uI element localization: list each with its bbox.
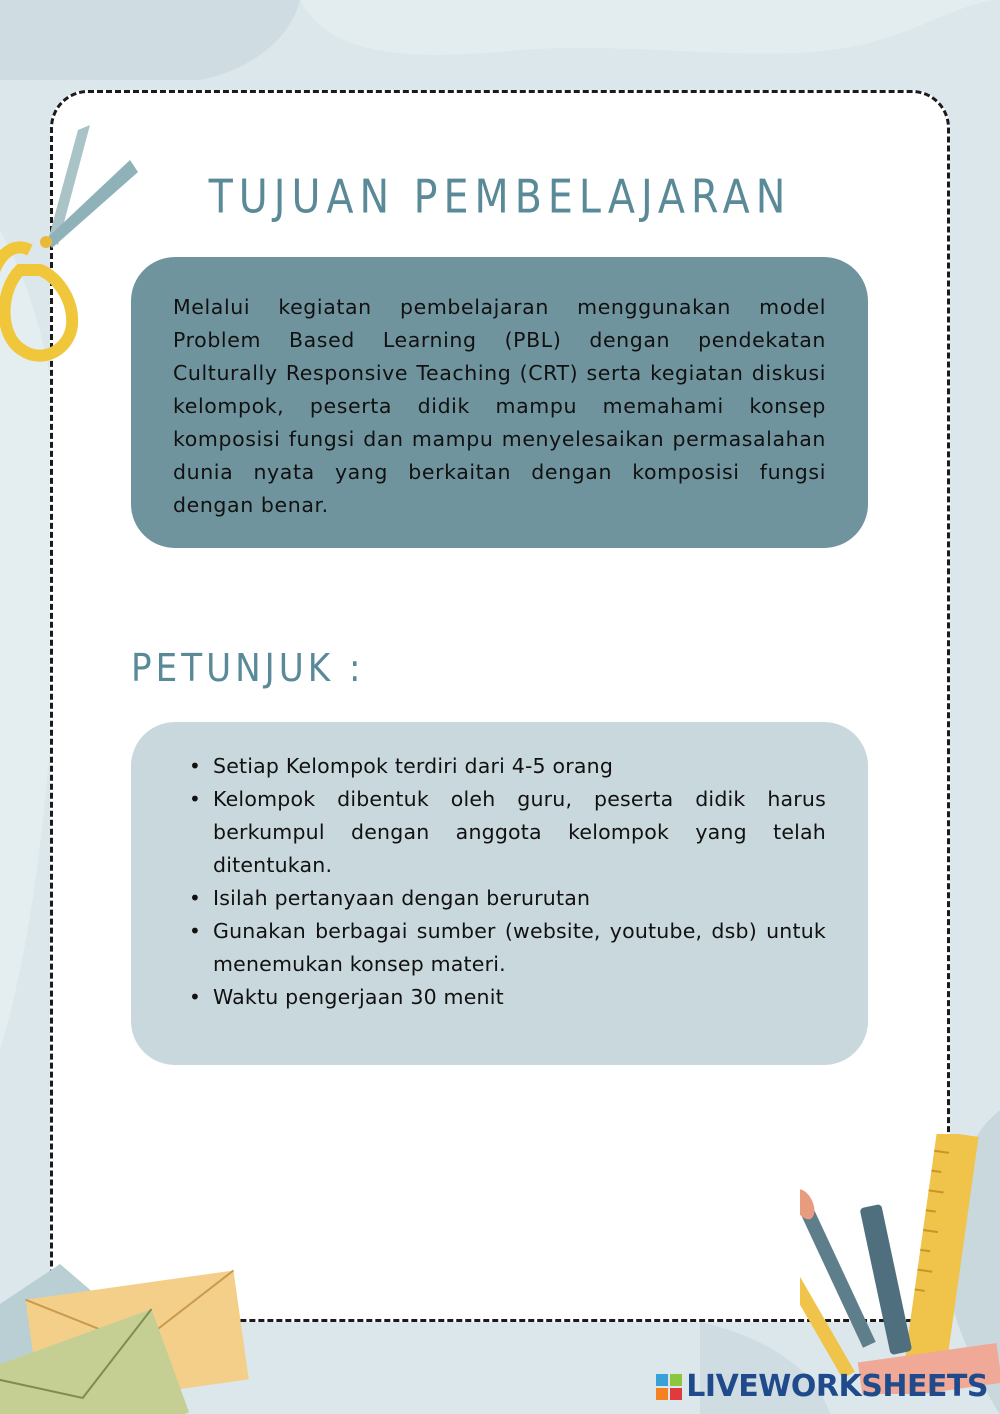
list-item-text: Gunakan berbagai sumber (website, youtube, dsb) untuk menemukan konsep materi.: [213, 919, 826, 976]
objective-panel: [131, 257, 868, 548]
list-item: [189, 750, 826, 783]
bullet-icon: •: [189, 754, 201, 778]
objective-text: Melalui kegiatan pembelajaran menggunakan model Problem Based Learning (PBL) dengan pendekatan Culturally Responsive Teaching (CRT) serta kegiatan diskusi kelompok, peserta didik mampu memahami konsep komposisi fungsi dan mampu menyelesaikan permasalahan dunia nyata yang berkaitan dengan komposisi fungsi dengan benar.: [173, 295, 826, 517]
list-item-text: Isilah pertanyaan dengan berurutan: [213, 886, 591, 910]
list-item: [189, 882, 826, 915]
brand-name: LIVEWORKSHEETS: [686, 1369, 988, 1404]
list-item-text: Kelompok dibentuk oleh guru, peserta didik harus berkumpul dengan anggota kelompok yang telah ditentukan.: [213, 787, 826, 877]
bullet-icon: •: [189, 787, 201, 811]
instructions-title: PETUNJUK :: [131, 646, 365, 690]
envelopes-icon: [0, 1264, 260, 1414]
liveworksheets-mark-icon: [656, 1374, 682, 1400]
bullet-icon: •: [189, 985, 201, 1009]
list-item-text: Setiap Kelompok terdiri dari 4-5 orang: [213, 754, 614, 778]
list-item: [189, 981, 826, 1014]
bullet-icon: •: [189, 919, 201, 943]
instructions-list: [189, 750, 826, 1014]
scissors-icon: [0, 120, 150, 380]
list-item: [189, 783, 826, 882]
page-title: TUJUAN PEMBELAJARAN: [208, 170, 792, 225]
list-item: [189, 915, 826, 981]
bullet-icon: •: [189, 886, 201, 910]
list-item-text: Waktu pengerjaan 30 menit: [213, 985, 504, 1009]
instructions-panel: [131, 722, 868, 1065]
ruler-brushes-icon: [800, 1134, 1000, 1394]
liveworksheets-logo[interactable]: [656, 1369, 988, 1404]
